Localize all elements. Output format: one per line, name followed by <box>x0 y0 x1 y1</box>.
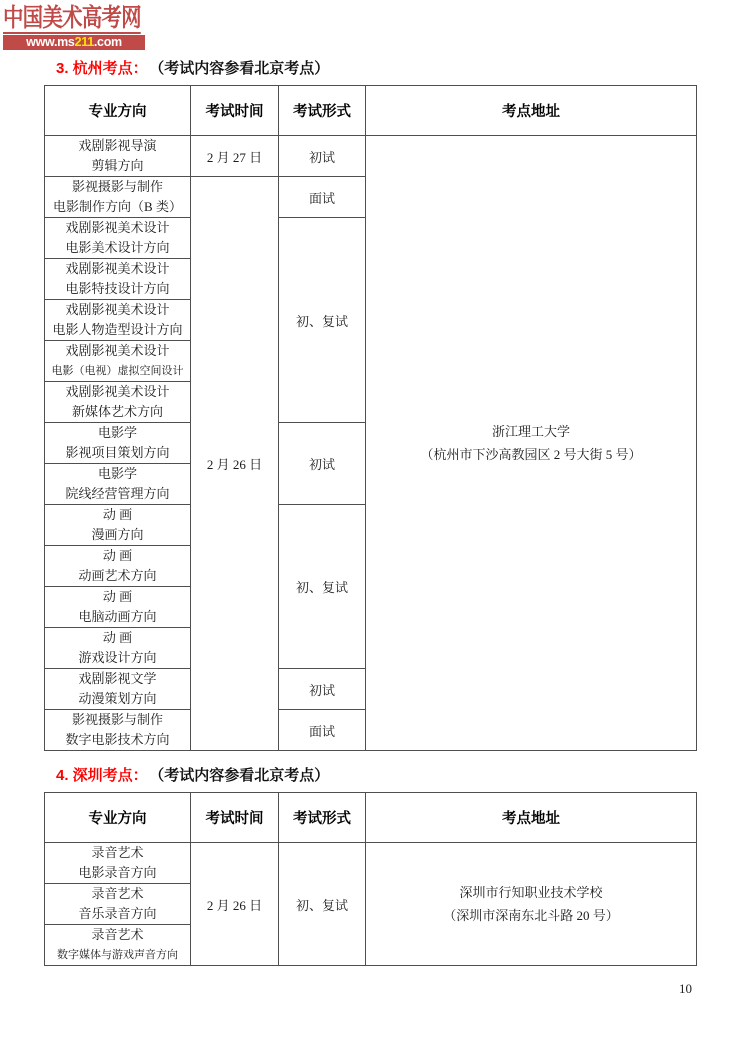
major-cell: 动 画 动画艺术方向 <box>45 546 191 587</box>
major-cell: 动 画 游戏设计方向 <box>45 628 191 669</box>
address-cell: 深圳市行知职业技术学校 （深圳市深南东北斗路 20 号） <box>366 843 697 966</box>
major-cell: 电影学 影视项目策划方向 <box>45 423 191 464</box>
exam-time-cell: 2 月 26 日 <box>191 177 279 751</box>
exam-format-cell: 初试 <box>279 669 366 710</box>
col-header-address: 考点地址 <box>366 86 697 136</box>
table-header-row <box>45 86 697 136</box>
exam-format-cell: 初、复试 <box>279 505 366 669</box>
site-logo[interactable] <box>3 5 173 50</box>
major-cell: 动 画 漫画方向 <box>45 505 191 546</box>
logo-url-suffix: .com <box>93 35 122 49</box>
major-cell: 录音艺术 数字媒体与游戏声音方向 <box>45 925 191 966</box>
exam-format-cell: 初、复试 <box>279 843 366 966</box>
exam-format-cell: 初试 <box>279 136 366 177</box>
major-cell: 录音艺术 音乐录音方向 <box>45 884 191 925</box>
logo-url-highlight: 211 <box>74 35 94 49</box>
exam-time-cell: 2 月 27 日 <box>191 136 279 177</box>
col-header-time: 考试时间 <box>191 86 279 136</box>
section-subtitle: （考试内容参看北京考点） <box>156 60 330 77</box>
page-number: 10 <box>679 981 692 996</box>
section-subtitle: （考试内容参看北京考点） <box>156 767 330 784</box>
exam-format-cell: 初试 <box>279 423 366 505</box>
major-cell: 戏剧影视导演 剪辑方向 <box>45 136 191 177</box>
exam-format-cell: 面试 <box>279 710 366 751</box>
table-row <box>45 136 697 177</box>
major-cell: 戏剧影视美术设计 电影人物造型设计方向 <box>45 300 191 341</box>
col-header-major: 专业方向 <box>45 793 191 843</box>
section-title-hangzhou <box>56 59 329 78</box>
col-header-format: 考试形式 <box>279 86 366 136</box>
major-cell: 影视摄影与制作 数字电影技术方向 <box>45 710 191 751</box>
section-number-title: 3. 杭州考点： <box>56 60 148 77</box>
major-cell: 戏剧影视美术设计 新媒体艺术方向 <box>45 382 191 423</box>
table-row <box>45 843 697 884</box>
major-cell: 戏剧影视美术设计 电影（电视）虚拟空间设计 <box>45 341 191 382</box>
col-header-major: 专业方向 <box>45 86 191 136</box>
major-cell: 戏剧影视美术设计 电影美术设计方向 <box>45 218 191 259</box>
logo-url-bar <box>3 35 145 50</box>
logo-title: 中国美术高考网 <box>3 4 141 32</box>
logo-url-prefix: www.ms <box>26 35 75 49</box>
col-header-format: 考试形式 <box>279 793 366 843</box>
col-header-time: 考试时间 <box>191 793 279 843</box>
major-cell: 电影学 院线经营管理方向 <box>45 464 191 505</box>
exam-format-cell: 初、复试 <box>279 218 366 423</box>
section-title-shenzhen <box>56 766 329 785</box>
section-number-title: 4. 深圳考点： <box>56 767 148 784</box>
table-header-row <box>45 793 697 843</box>
major-cell: 录音艺术 电影录音方向 <box>45 843 191 884</box>
major-cell: 影视摄影与制作 电影制作方向（B 类） <box>45 177 191 218</box>
major-cell: 戏剧影视文学 动漫策划方向 <box>45 669 191 710</box>
exam-time-cell: 2 月 26 日 <box>191 843 279 966</box>
col-header-address: 考点地址 <box>366 793 697 843</box>
exam-format-cell: 面试 <box>279 177 366 218</box>
shenzhen-exam-table <box>44 792 697 966</box>
major-cell: 戏剧影视美术设计 电影特技设计方向 <box>45 259 191 300</box>
address-cell: 浙江理工大学 （杭州市下沙高教园区 2 号大街 5 号） <box>366 136 697 751</box>
hangzhou-exam-table <box>44 85 697 751</box>
major-cell: 动 画 电脑动画方向 <box>45 587 191 628</box>
